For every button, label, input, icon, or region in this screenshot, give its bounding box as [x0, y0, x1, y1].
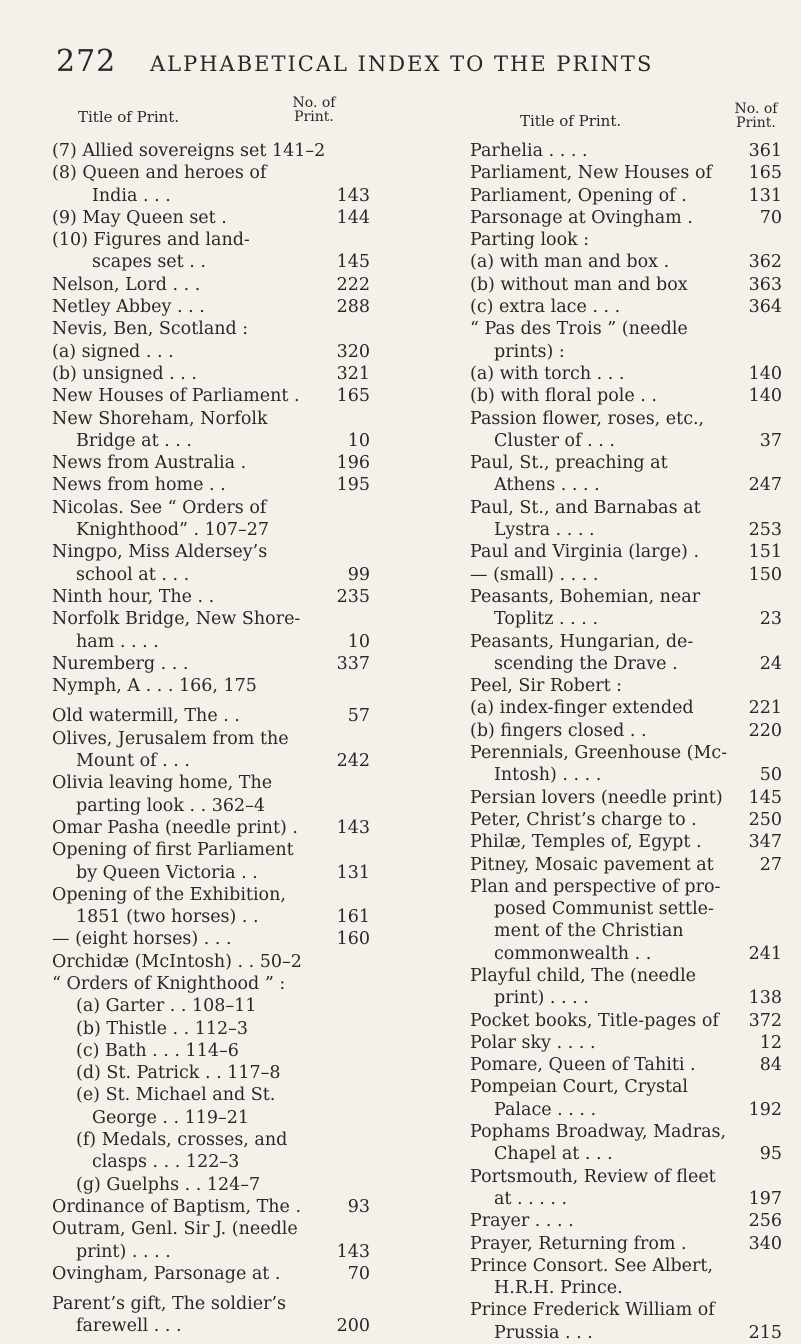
column-number-label [732, 102, 780, 130]
index-entry [52, 928, 422, 950]
entry-title: Parliament, New Houses of [470, 163, 712, 184]
index-entry [470, 1054, 788, 1076]
index-entry [52, 474, 422, 496]
index-entry [470, 1121, 788, 1143]
entry-print-number: 10 [347, 631, 370, 652]
index-entry [52, 728, 422, 750]
entry-title: Nymph, A . . . 166, 175 [52, 676, 257, 697]
index-entry [470, 341, 788, 363]
entry-print-number: 150 [748, 564, 782, 585]
entry-title: (e) St. Michael and St. [76, 1085, 276, 1106]
entry-print-number: 200 [336, 1316, 370, 1337]
entry-title: (a) with man and box . [470, 252, 670, 273]
entry-title: Peasants, Hungarian, de- [470, 631, 694, 652]
index-entry [52, 1062, 422, 1084]
entry-title: H.R.H. Prince. [494, 1278, 623, 1299]
entry-print-number: 288 [336, 297, 370, 318]
column-header [470, 100, 788, 140]
index-entry [52, 497, 422, 519]
column-number-label-line1: No. of [734, 101, 778, 117]
index-entry [470, 1277, 788, 1299]
index-entry [52, 884, 422, 906]
entry-title: (7) Allied sovereigns set 141–2 [52, 141, 326, 161]
entry-title: Parting look : [470, 230, 590, 251]
entry-title: Prussia . . . [494, 1322, 593, 1343]
entry-print-number: 143 [336, 185, 370, 206]
column-title-label: Title of Print. [78, 108, 180, 126]
index-entry [470, 876, 788, 898]
entry-title: (b) without man and box [470, 274, 688, 295]
index-entry [470, 1010, 788, 1032]
entry-title: Pocket books, Title-pages of [470, 1010, 719, 1031]
index-entry [470, 965, 788, 987]
entry-title: (c) Bath . . . 114–6 [76, 1040, 239, 1061]
entry-print-number: 160 [336, 929, 370, 950]
entry-title: “ Pas des Trois ” (needle [470, 319, 688, 340]
section-gap [52, 1285, 422, 1293]
index-entries [470, 140, 788, 1344]
entry-title: India . . . [92, 185, 171, 206]
index-entry [470, 363, 788, 385]
entry-title: Portsmouth, Review of fleet [470, 1166, 716, 1187]
entry-title: 1851 (two horses) . . [76, 907, 259, 928]
index-entry [52, 631, 422, 653]
index-entry [470, 474, 788, 496]
index-entry [470, 943, 788, 965]
entry-title: Intosh) . . . . [494, 765, 602, 786]
entry-print-number: 27 [759, 854, 782, 875]
entry-title: (8) Queen and heroes of [52, 163, 267, 184]
index-entry [52, 1241, 422, 1263]
index-entry [470, 430, 788, 452]
entry-title: Norfolk Bridge, New Shore- [52, 609, 301, 630]
index-entries [52, 140, 422, 1338]
index-entry [470, 631, 788, 653]
entry-title: Lystra . . . . [494, 520, 595, 541]
index-entry [52, 1293, 422, 1315]
index-entry [470, 385, 788, 407]
entry-title: clasps . . . 122–3 [92, 1152, 240, 1173]
index-entry [52, 185, 422, 207]
index-entry [52, 564, 422, 586]
index-entry [470, 764, 788, 786]
entry-print-number: 362 [748, 252, 782, 273]
entry-print-number: 221 [748, 698, 782, 719]
index-entry [52, 1174, 422, 1196]
entry-print-number: 364 [748, 297, 782, 318]
entry-print-number: 215 [748, 1322, 782, 1343]
entry-title: George . . 119–21 [92, 1107, 250, 1128]
entry-print-number: 99 [347, 564, 370, 585]
index-entry [52, 653, 422, 675]
index-entry [52, 408, 422, 430]
entry-title: print) . . . . [76, 1241, 171, 1262]
index-entry [470, 541, 788, 563]
entry-title: Palace . . . . [494, 1099, 597, 1120]
index-entry [52, 772, 422, 794]
page-number: 272 [56, 44, 117, 79]
index-entry [52, 1218, 422, 1240]
entry-print-number: 151 [748, 542, 782, 563]
entry-print-number: 195 [336, 475, 370, 496]
entry-print-number: 320 [336, 341, 370, 362]
entry-title: (c) extra lace . . . [470, 297, 621, 318]
entry-print-number: 256 [748, 1211, 782, 1232]
index-entry [52, 1315, 422, 1337]
entry-title: Paul, St., and Barnabas at [470, 497, 701, 518]
entry-print-number: 70 [759, 207, 782, 228]
entry-title: Athens . . . . [494, 475, 600, 496]
entry-title: New Shoreham, Norfolk [52, 408, 268, 429]
index-entry [470, 831, 788, 853]
entry-title: Prayer . . . . [470, 1211, 574, 1232]
entry-print-number: 12 [759, 1032, 782, 1053]
entry-print-number: 145 [336, 252, 370, 273]
entry-print-number: 24 [759, 653, 782, 674]
entry-title: farewell . . . [76, 1316, 182, 1337]
entry-title: Nuremberg . . . [52, 653, 189, 674]
entry-title: Parhelia . . . . [470, 141, 588, 161]
index-entry [470, 854, 788, 876]
column-number-label-line2: Print. [294, 109, 334, 125]
entry-title: Nicolas. See “ Orders of [52, 497, 267, 518]
index-entry [52, 906, 422, 928]
index-entry [52, 795, 422, 817]
entry-print-number: 340 [748, 1233, 782, 1254]
index-entry [52, 229, 422, 251]
entry-print-number: 241 [748, 943, 782, 964]
entry-title: (f) Medals, crosses, and [76, 1130, 288, 1151]
index-entry [470, 653, 788, 675]
column-number-label [284, 96, 344, 124]
index-entry [52, 541, 422, 563]
entry-title: Prince Frederick William of [470, 1300, 715, 1321]
index-entry [470, 564, 788, 586]
index-entry [52, 586, 422, 608]
entry-print-number: 363 [748, 274, 782, 295]
entry-title: Prince Consort. See Albert, [470, 1255, 713, 1276]
index-entry [470, 185, 788, 207]
entry-print-number: 37 [759, 430, 782, 451]
entry-title: (a) Garter . . 108–11 [76, 996, 257, 1017]
entry-print-number: 321 [336, 363, 370, 384]
entry-title: Bridge at . . . [76, 430, 192, 451]
column-number-label-line2: Print. [736, 115, 776, 131]
entry-title: scapes set . . [92, 252, 206, 273]
index-entry [52, 951, 422, 973]
entry-title: Nevis, Ben, Scotland : [52, 319, 249, 340]
index-entry [52, 817, 422, 839]
entry-print-number: 95 [759, 1144, 782, 1165]
index-entry [52, 1151, 422, 1173]
index-entry [52, 341, 422, 363]
entry-title: (9) May Queen set . [52, 207, 227, 228]
entry-title: Playful child, The (needle [470, 965, 697, 986]
index-entry [470, 296, 788, 318]
entry-print-number: 220 [748, 720, 782, 741]
index-entry [470, 809, 788, 831]
index-entry [52, 1040, 422, 1062]
index-entry [52, 430, 422, 452]
entry-title: — (eight horses) . . . [52, 929, 232, 950]
index-entry [470, 497, 788, 519]
entry-title: Passion flower, roses, etc., [470, 408, 705, 429]
entry-title: at . . . . . [494, 1188, 568, 1209]
entry-print-number: 131 [336, 862, 370, 883]
index-entry [52, 363, 422, 385]
index-entry [52, 995, 422, 1017]
index-entry [470, 251, 788, 273]
entry-title: ment of the Christian [494, 921, 684, 942]
entry-title: Pitney, Mosaic pavement at [470, 854, 714, 875]
entry-title: — (small) . . . . [470, 564, 599, 585]
index-entry [52, 318, 422, 340]
index-column-left [52, 95, 422, 1338]
entry-title: (d) St. Patrick . . 117–8 [76, 1063, 281, 1084]
index-entry [470, 787, 788, 809]
entry-title: Ovingham, Parsonage at . [52, 1263, 281, 1284]
entry-title: Ningpo, Miss Aldersey’s [52, 542, 268, 563]
entry-title: Knighthood” . 107–27 [76, 520, 270, 541]
entry-title: by Queen Victoria . . [76, 862, 258, 883]
entry-title: (10) Figures and land- [52, 230, 250, 251]
entry-title: Orchidæ (McIntosh) . . 50–2 [52, 951, 302, 972]
index-entry [52, 1084, 422, 1106]
index-entry [470, 1166, 788, 1188]
entry-print-number: 235 [336, 586, 370, 607]
index-entry [470, 1255, 788, 1277]
index-entry [52, 140, 422, 162]
entry-title: Outram, Genl. Sir J. (needle [52, 1219, 298, 1240]
index-entry [470, 207, 788, 229]
column-number-label-line1: No. of [292, 95, 336, 111]
entry-title: Paul and Virginia (large) . [470, 542, 700, 563]
entry-title: Olives, Jerusalem from the [52, 728, 289, 749]
entry-print-number: 242 [336, 751, 370, 772]
index-entry [470, 140, 788, 162]
entry-title: Persian lovers (needle print) [470, 787, 723, 808]
entry-title: Cluster of . . . [494, 430, 615, 451]
entry-title: Pompeian Court, Crystal [470, 1077, 689, 1098]
index-entry [52, 675, 422, 697]
entry-title: prints) : [494, 341, 565, 362]
index-entry [470, 1210, 788, 1232]
entry-title: scending the Drave . [494, 653, 678, 674]
entry-print-number: 161 [336, 907, 370, 928]
index-entry [470, 274, 788, 296]
index-entry [52, 608, 422, 630]
entry-title: Peter, Christ’s charge to . [470, 809, 697, 830]
index-entry [52, 1129, 422, 1151]
entry-print-number: 192 [748, 1099, 782, 1120]
entry-print-number: 247 [748, 475, 782, 496]
index-entry [470, 586, 788, 608]
entry-title: News from home . . [52, 475, 226, 496]
entry-print-number: 143 [336, 817, 370, 838]
entry-print-number: 70 [347, 1263, 370, 1284]
entry-print-number: 93 [347, 1196, 370, 1217]
entry-title: commonwealth . . [494, 943, 652, 964]
entry-title: Parsonage at Ovingham . [470, 207, 693, 228]
entry-print-number: 197 [748, 1188, 782, 1209]
entry-title: Pophams Broadway, Madras, [470, 1122, 727, 1143]
entry-title: (g) Guelphs . . 124–7 [76, 1174, 261, 1195]
index-entry [470, 697, 788, 719]
index-entry [470, 898, 788, 920]
entry-title: Plan and perspective of pro- [470, 876, 721, 897]
entry-print-number: 140 [748, 386, 782, 407]
index-entry [52, 385, 422, 407]
index-entry [52, 750, 422, 772]
entry-title: print) . . . . [494, 988, 589, 1009]
entry-print-number: 222 [336, 274, 370, 295]
entry-print-number: 253 [748, 520, 782, 541]
entry-title: posed Communist settle- [494, 899, 714, 920]
entry-print-number: 143 [336, 1241, 370, 1262]
entry-print-number: 131 [748, 185, 782, 206]
entry-print-number: 347 [748, 832, 782, 853]
entry-title: Paul, St., preaching at [470, 453, 668, 474]
entry-print-number: 145 [748, 787, 782, 808]
entry-title: Ordinance of Baptism, The . [52, 1196, 302, 1217]
index-entry [470, 1076, 788, 1098]
index-entry [470, 452, 788, 474]
entry-print-number: 57 [347, 706, 370, 727]
entry-title: Prayer, Returning from . [470, 1233, 687, 1254]
index-entry [470, 162, 788, 184]
index-entry [52, 296, 422, 318]
index-entry [52, 162, 422, 184]
entry-title: New Houses of Parliament . [52, 386, 300, 407]
entry-print-number: 140 [748, 363, 782, 384]
index-entry [52, 251, 422, 273]
entry-title: school at . . . [76, 564, 190, 585]
index-entry [470, 519, 788, 541]
entry-title: Mount of . . . [76, 751, 190, 772]
entry-title: Pomare, Queen of Tahiti . [470, 1055, 696, 1076]
entry-title: Perennials, Greenhouse (Mc- [470, 743, 728, 764]
entry-print-number: 337 [336, 653, 370, 674]
entry-print-number: 50 [759, 765, 782, 786]
index-entry [52, 1263, 422, 1285]
index-entry [470, 1299, 788, 1321]
running-title: ALPHABETICAL INDEX TO THE PRINTS [150, 52, 654, 76]
entry-title: Peasants, Bohemian, near [470, 586, 701, 607]
index-entry [52, 1196, 422, 1218]
entry-title: Polar sky . . . . [470, 1032, 596, 1053]
entry-title: News from Australia . [52, 453, 247, 474]
index-entry [470, 408, 788, 430]
index-entry [52, 862, 422, 884]
entry-title: Chapel at . . . [494, 1144, 613, 1165]
entry-title: Parliament, Opening of . [470, 185, 687, 206]
entry-title: Parent’s gift, The soldier’s [52, 1294, 287, 1315]
entry-print-number: 144 [336, 207, 370, 228]
entry-print-number: 10 [347, 430, 370, 451]
index-entry [52, 1107, 422, 1129]
entry-print-number: 372 [748, 1010, 782, 1031]
index-entry [52, 519, 422, 541]
entry-print-number: 361 [748, 141, 782, 161]
index-entry [470, 1143, 788, 1165]
index-entry [52, 973, 422, 995]
index-entry [470, 720, 788, 742]
index-column-right [470, 100, 788, 1344]
index-entry [470, 1188, 788, 1210]
entry-title: Opening of the Exhibition, [52, 884, 286, 905]
index-entry [470, 229, 788, 251]
entry-print-number: 196 [336, 453, 370, 474]
entry-print-number: 165 [748, 163, 782, 184]
entry-title: (a) signed . . . [52, 341, 174, 362]
index-entry [52, 839, 422, 861]
entry-title: ham . . . . [76, 631, 159, 652]
entry-print-number: 250 [748, 809, 782, 830]
entry-title: (b) with floral pole . . [470, 386, 657, 407]
index-entry [470, 1322, 788, 1344]
entry-title: Nelson, Lord . . . [52, 274, 201, 295]
index-entry [470, 742, 788, 764]
entry-print-number: 84 [759, 1055, 782, 1076]
entry-title: Ninth hour, The . . [52, 586, 215, 607]
index-entry [470, 987, 788, 1009]
index-entry [470, 1099, 788, 1121]
index-entry [470, 920, 788, 942]
column-header [52, 95, 422, 140]
index-entry [470, 318, 788, 340]
index-entry [52, 274, 422, 296]
index-entry [470, 675, 788, 697]
entry-title: (b) Thistle . . 112–3 [76, 1018, 249, 1039]
entry-title: (a) index-finger extended [470, 698, 694, 719]
entry-title: “ Orders of Knighthood ” : [52, 973, 286, 994]
index-entry [470, 1233, 788, 1255]
index-entry [470, 608, 788, 630]
entry-print-number: 138 [748, 988, 782, 1009]
entry-title: Opening of first Parliament [52, 840, 294, 861]
section-gap [52, 697, 422, 705]
entry-title: Olivia leaving home, The [52, 773, 273, 794]
entry-title: Netley Abbey . . . [52, 297, 205, 318]
entry-print-number: 23 [759, 609, 782, 630]
index-entry [52, 207, 422, 229]
entry-title: parting look . . 362–4 [76, 795, 266, 816]
entry-title: (b) unsigned . . . [52, 363, 197, 384]
column-title-label: Title of Print. [520, 112, 622, 130]
entry-title: (b) fingers closed . . [470, 720, 647, 741]
entry-title: Peel, Sir Robert : [470, 676, 623, 697]
index-entry [470, 1032, 788, 1054]
index-entry [52, 1018, 422, 1040]
index-entry [52, 705, 422, 727]
entry-title: Omar Pasha (needle print) . [52, 817, 298, 838]
entry-title: (a) with torch . . . [470, 363, 625, 384]
entry-title: Toplitz . . . . [494, 609, 599, 630]
entry-print-number: 165 [336, 386, 370, 407]
entry-title: Old watermill, The . . [52, 706, 240, 727]
index-entry [52, 452, 422, 474]
entry-title: Philæ, Temples of, Egypt . [470, 832, 702, 853]
